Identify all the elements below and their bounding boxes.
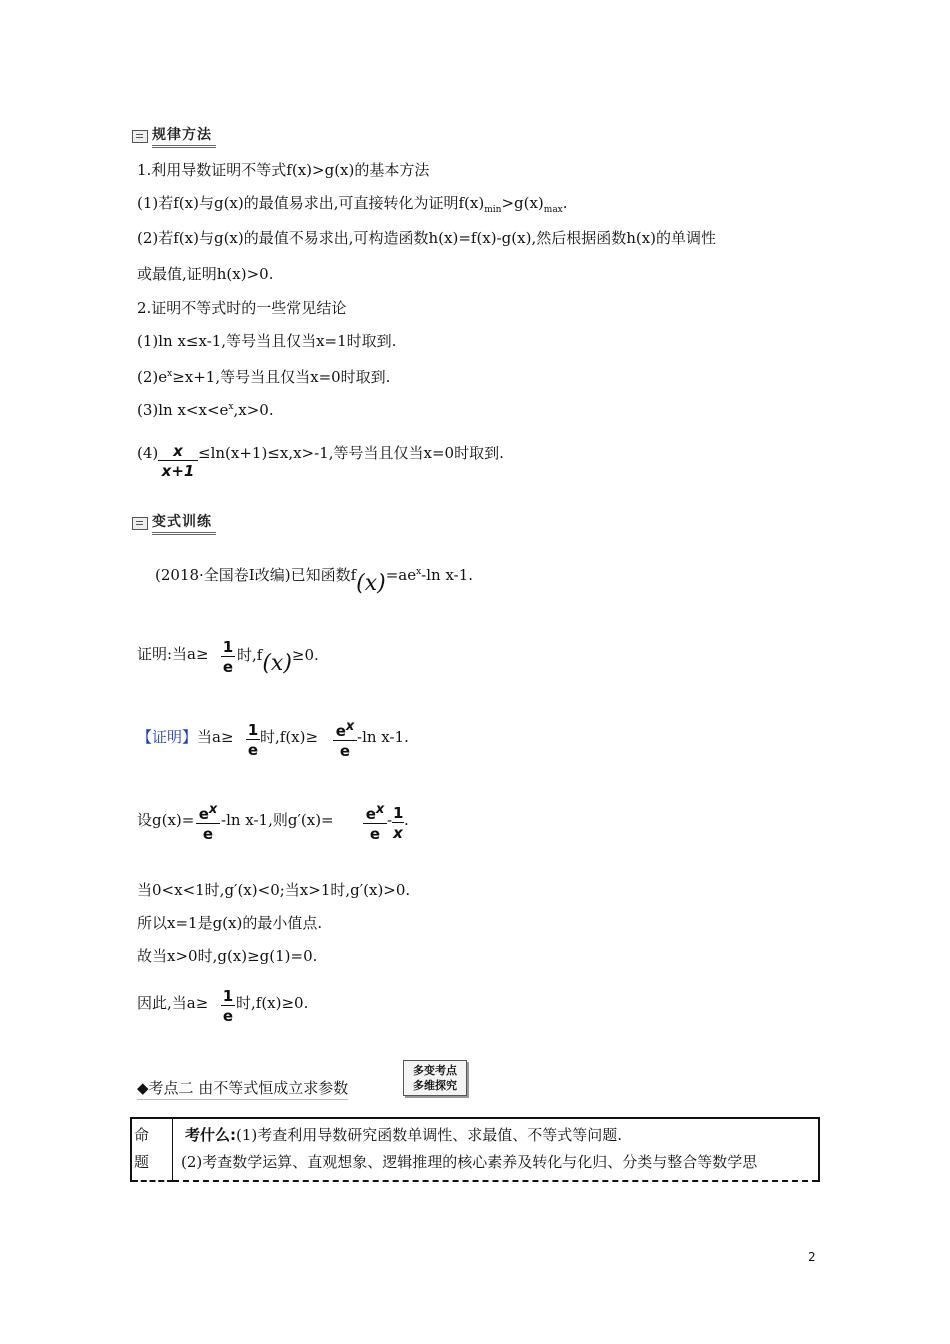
note-icon <box>132 517 148 530</box>
topic-heading: ◆考点二 由不等式恒成立求参数 <box>137 1078 348 1100</box>
method-line-1: 1.利用导数证明不等式f(x)>g(x)的基本方法 <box>137 161 430 179</box>
note-icon <box>132 130 148 143</box>
method-line-7: $(2)e^x\ge x+1$,等号当且仅当x=0时取到. <box>137 368 391 386</box>
method-line-3: (2)若f(x)与g(x)的最值不易求出,可构造函数h(x)=f(x)-g(x),然后根据函数h(x)的单调性 <box>137 229 717 247</box>
badge-label: 变式训练 <box>152 511 216 535</box>
method-line-9-prefix: (4) <box>137 444 159 462</box>
table-cell-content: 考什么:(1)考查利用导数研究函数单调性、求最值、不等式等问题. <box>173 1118 820 1145</box>
table-cell-content: (2)考查数学运算、直观想象、逻辑推理的核心素养及转化与化归、分类与整合等数学思 <box>173 1145 820 1181</box>
fraction-1-over-x: $\frac{1}{x}$ <box>393 804 404 842</box>
method-line-9-rest: ≤ln(x+1)≤x,x>-1,等号当且仅当x=0时取到. <box>198 444 504 462</box>
proof-line-2c: - <box>387 811 393 829</box>
proof-line-3: 当0<x<1时,g′(x)<0;当x>1时,g′(x)>0. <box>137 881 411 899</box>
proof-line-1b: 时,f(x)≥ <box>260 728 319 746</box>
proof-line-2a: 设g(x)= <box>137 811 195 829</box>
table-cell-label: 命 <box>131 1118 173 1145</box>
method-line-4: 或最值,证明h(x)>0. <box>137 265 274 283</box>
topic-badge: 多变考点 多维探究 <box>403 1060 467 1096</box>
section-badge-practice <box>132 512 216 534</box>
proof-line-2d: . <box>404 811 409 829</box>
page-number: 2 <box>808 1250 816 1264</box>
fraction-x-over-x-plus-1: $\frac{x}{x+1}$ <box>158 442 198 481</box>
problem-statement: (2018·全国卷Ⅰ改编)已知函数$f(x)=ae^x-\ln$ x-1. <box>155 566 474 596</box>
fraction-1-over-e: $\frac{1}{e}$ <box>222 987 234 1025</box>
method-line-8: (3)ln $x<x<e^x,x>0$. <box>137 401 274 419</box>
proof-line-5: 故当x>0时,g(x)≥g(1)=0. <box>137 947 318 965</box>
proof-line-6a: 因此,当a≥ <box>137 994 209 1012</box>
fraction-1-over-e: $\frac{1}{e}$ <box>222 638 234 676</box>
fraction-ex-over-e: $\frac{ex}{e}$ <box>333 718 357 761</box>
method-line-2: (1)若f(x)与g(x)的最值易求出,可直接转化为证明$f(x)_{min}>g(x)_{max}$. <box>137 194 568 215</box>
fraction-ex-over-e: $\frac{ex}{e}$ <box>363 801 387 844</box>
question-info-table <box>130 1117 820 1182</box>
fraction-ex-over-e: $\frac{ex}{e}$ <box>196 801 220 844</box>
method-line-6: (1)ln x≤x-1,等号当且仅当x=1时取到. <box>137 332 397 350</box>
badge-label: 规律方法 <box>152 124 216 148</box>
section-badge-method <box>132 125 216 147</box>
proof-line-2b: -ln x-1,则g′(x)= <box>221 811 334 829</box>
fraction-1-over-e: $\frac{1}{e}$ <box>247 721 259 759</box>
prove-prefix: 证明:当a≥ <box>137 645 209 663</box>
proof-line-1a: 【证明】当a≥ <box>137 728 234 746</box>
proof-label: 【证明】 <box>137 728 198 746</box>
method-line-5: 2.证明不等式时的一些常见结论 <box>137 299 347 317</box>
proof-line-1c: -ln x-1. <box>357 728 409 746</box>
prove-rest: 时,f(x)≥0. <box>237 646 319 676</box>
table-cell-label: 题 <box>131 1145 173 1181</box>
proof-line-4: 所以x=1是g(x)的最小值点. <box>137 914 323 932</box>
proof-line-6b: 时,f(x)≥0. <box>236 994 309 1012</box>
